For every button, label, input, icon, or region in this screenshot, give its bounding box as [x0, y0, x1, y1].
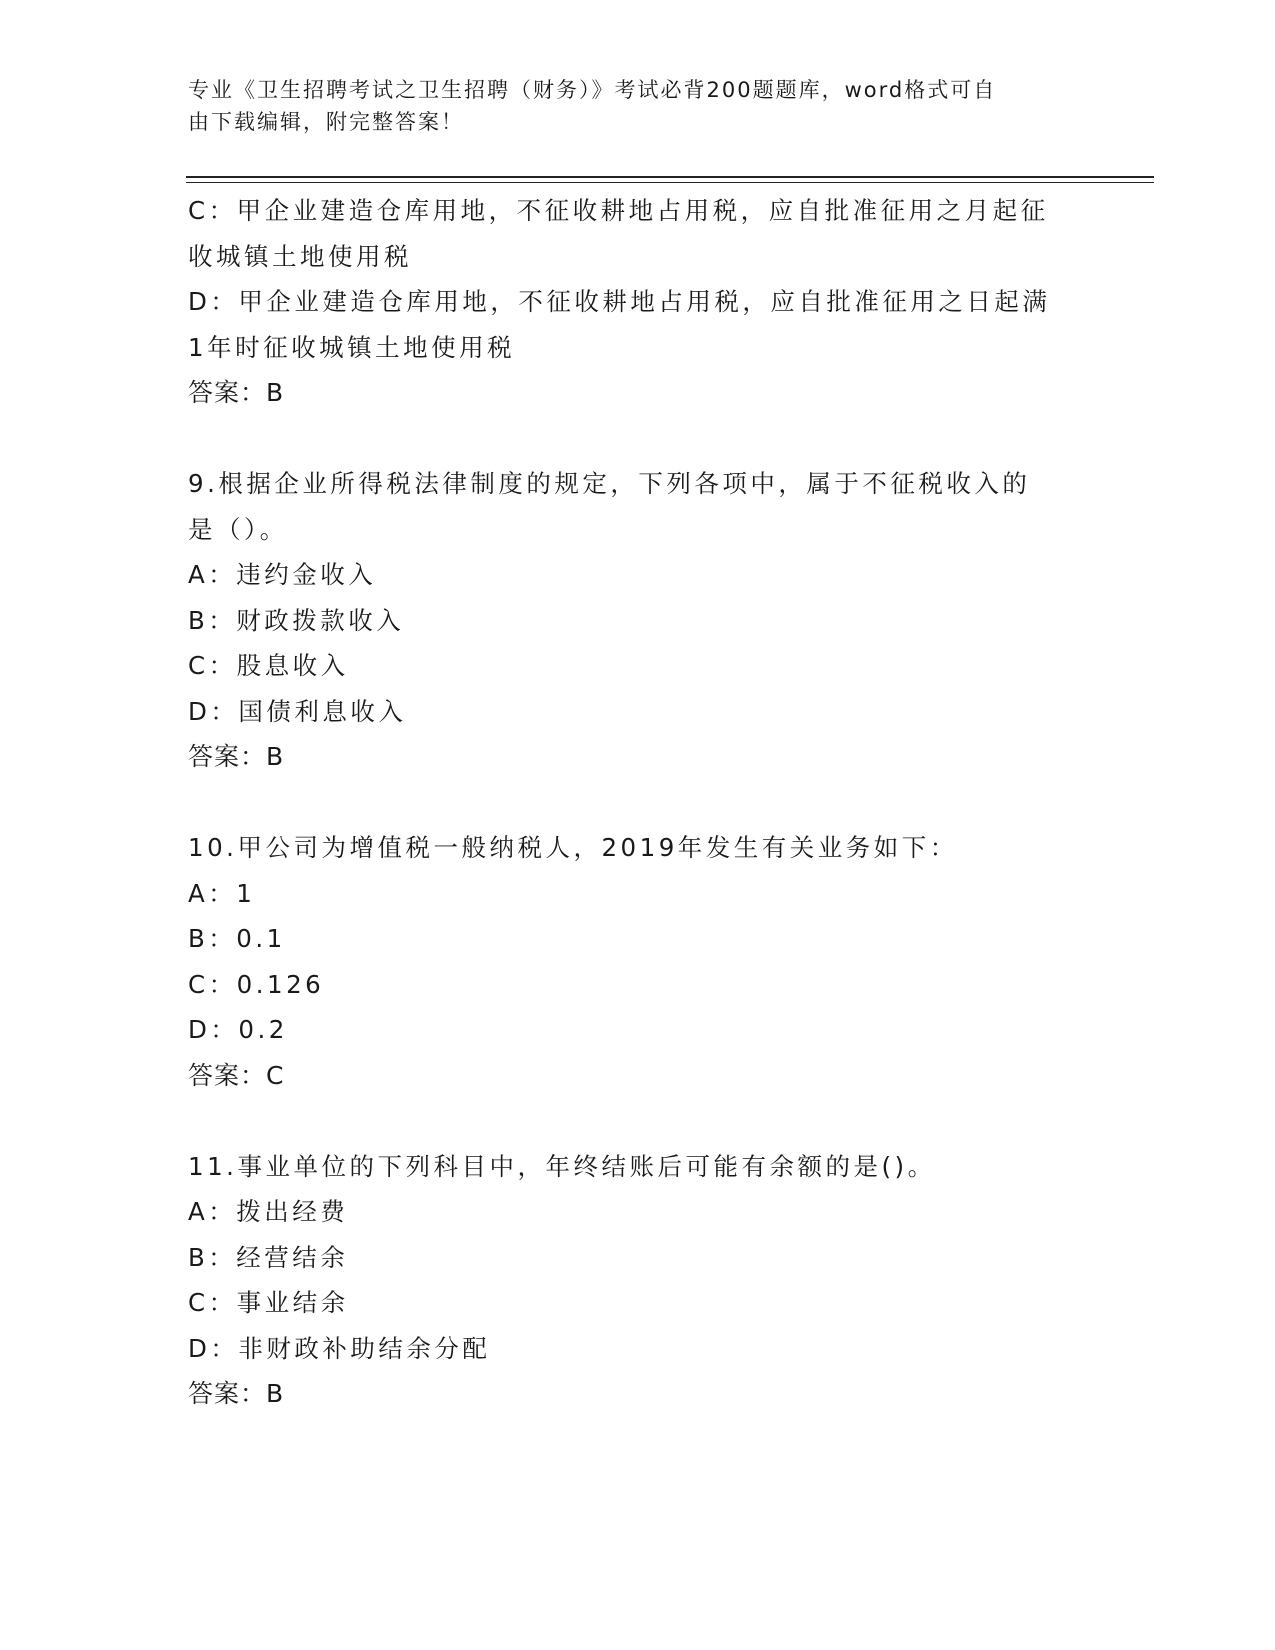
question-stem: 11.事业单位的下列科目中，年终结账后可能有余额的是()。 [188, 1151, 936, 1181]
question-stem-line-2: 是（）。 [188, 514, 288, 544]
option-d: D：国债利息收入 [188, 696, 407, 726]
answer: 答案：B [188, 742, 285, 771]
option-b: B：财政拨款收入 [188, 605, 405, 635]
question-list [188, 188, 1088, 1417]
spacer [188, 1098, 1088, 1144]
option-d: D：非财政补助结余分配 [188, 1333, 491, 1363]
option-c: C：0.126 [188, 969, 325, 999]
answer: 答案：B [188, 378, 285, 407]
option-c-line-1: C：甲企业建造仓库用地，不征收耕地占用税，应自批准征用之月起征 [188, 196, 1049, 225]
option-c-line-2: 收城镇土地使用税 [188, 241, 412, 271]
question-11 [188, 1144, 1088, 1417]
option-b: B：0.1 [188, 924, 286, 953]
spacer [188, 780, 1088, 826]
option-a: A：拨出经费 [188, 1197, 349, 1226]
option-a: A：违约金收入 [188, 560, 377, 589]
spacer [188, 416, 1088, 462]
option-d-line-1: D：甲企业建造仓库用地，不征收耕地占用税，应自批准征用之日起满 [188, 287, 1051, 316]
option-d: D：0.2 [188, 1015, 288, 1044]
question-stem-line-1: 9.根据企业所得税法律制度的规定，下列各项中，属于不征税收入的 [188, 469, 1031, 498]
question-8 [188, 188, 1088, 416]
option-c: C：股息收入 [188, 651, 349, 680]
header-divider-thin [186, 182, 1154, 183]
document-header [188, 74, 1068, 138]
option-d-line-2: 1年时征收城镇土地使用税 [188, 332, 516, 362]
header-line-2: 由下载编辑，附完整答案！ [188, 110, 464, 134]
question-9 [188, 461, 1088, 780]
question-10 [188, 825, 1088, 1098]
option-c: C：事业结余 [188, 1288, 349, 1317]
question-stem: 10.甲公司为增值税一般纳税人，2019年发生有关业务如下： [188, 833, 958, 862]
header-divider-thick [186, 176, 1154, 178]
answer: 答案：C [188, 1060, 285, 1090]
option-b: B：经营结余 [188, 1242, 349, 1272]
header-line-1: 专业《卫生招聘考试之卫生招聘（财务）》考试必背200题题库，word格式可自 [188, 78, 997, 102]
answer: 答案：B [188, 1379, 285, 1408]
option-a: A：1 [188, 878, 256, 908]
